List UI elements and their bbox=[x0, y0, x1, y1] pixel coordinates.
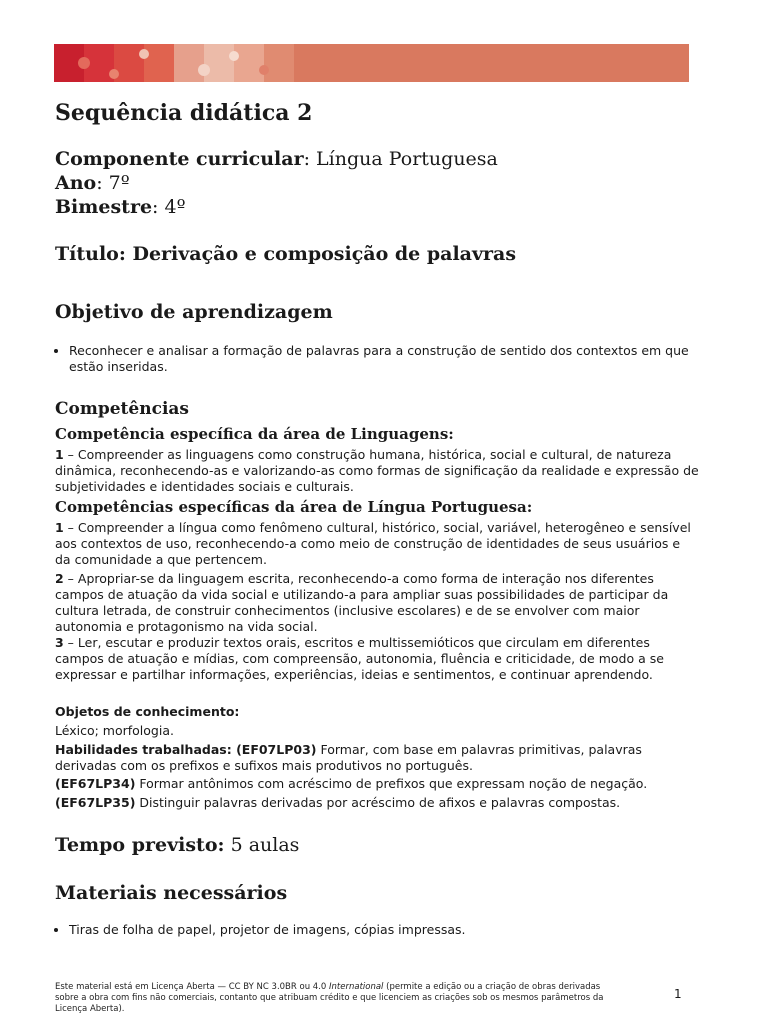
tempo-value: 5 aulas bbox=[224, 834, 300, 856]
item-number: 3 bbox=[55, 635, 64, 650]
habilidade-text: Formar antônimos com acréscimo de prefixos que expressam noção de negação. bbox=[135, 776, 648, 791]
page-title: Sequência didática 2 bbox=[55, 100, 313, 126]
materiais-list bbox=[55, 922, 709, 938]
item-text: – Apropriar-se da linguagem escrita, reconhecendo-a como forma de interação nos diferentes campos de atuação da vida social e utilizando-a para ampliar suas possibilidades de participar da cultura letrada, de construir conhecimentos (inclusive escolares) e de se envolver com maior autonomia e protagonismo na vida social. bbox=[55, 571, 669, 634]
footer-text: Este material está em Licença Aberta — CC BY NC 3.0BR ou 4.0 bbox=[55, 982, 330, 992]
lp-competencia-1 bbox=[55, 520, 695, 568]
habilidade-text: Formar, com base em palavras primitivas, palavras derivadas com os prefixos e sufixos mais produtivos no português. bbox=[55, 742, 642, 773]
objetos-heading: Objetos de conhecimento: bbox=[55, 704, 240, 719]
objetivo-heading: Objetivo de aprendizagem bbox=[55, 301, 333, 323]
lp-competencia-2 bbox=[55, 571, 685, 635]
item-number: 2 bbox=[55, 571, 64, 586]
list-item: • Reconhecer e analisar a formação de palavras para a construção de sentido dos contextos em que estão inseridas. bbox=[69, 343, 709, 375]
habilidades-label: Habilidades trabalhadas bbox=[55, 742, 227, 757]
objetos-text: Léxico; morfologia. bbox=[55, 723, 174, 738]
tempo-label: Tempo previsto: bbox=[55, 834, 225, 856]
footer-text-cont: (permite a edição ou a criação de obras derivadas sobre a obra com fins não comerciais, contanto que atribuam crédito e que licenciem as criações sob os mesmos parâmetros da Licença Aberta). bbox=[55, 982, 604, 1014]
habilidade-2 bbox=[55, 776, 705, 792]
list-item: • Tiras de folha de papel, projetor de imagens, cópias impressas. bbox=[69, 922, 709, 938]
footer-italic: International bbox=[329, 982, 384, 992]
bimestre-value: : 4º bbox=[152, 196, 186, 218]
puzzle-pieces-icon bbox=[54, 44, 689, 82]
lp-competencia-3 bbox=[55, 635, 700, 683]
license-footer bbox=[55, 982, 625, 1015]
tempo-previsto bbox=[55, 834, 299, 856]
item-text: – Compreender as linguagens como construção humana, histórica, social e cultural, de natureza dinâmica, reconhecendo-as e valorizando-as como formas de significação da realidade e expressão de subjetividades e identidades sociais e culturais. bbox=[55, 447, 699, 494]
lesson-title: Título: Derivação e composição de palavras bbox=[55, 243, 517, 265]
item-number: 1 bbox=[55, 520, 64, 535]
ano-value: : 7º bbox=[96, 172, 130, 194]
item-number: 1 bbox=[55, 447, 64, 462]
header-banner bbox=[54, 44, 689, 82]
materiais-heading: Materiais necessários bbox=[55, 882, 288, 904]
habilidade-code: (EF67LP34) bbox=[55, 776, 136, 791]
competencias-heading: Competências bbox=[55, 399, 189, 419]
habilidade-1: Habilidades trabalhadas: (EF07LP03) Formar, com base em palavras primitivas, palavras derivadas com os prefixos e sufixos mais produtivos no português. bbox=[55, 742, 642, 773]
meta-block bbox=[55, 147, 498, 219]
habilidade-3 bbox=[55, 795, 705, 811]
componente-value: : Língua Portuguesa bbox=[303, 148, 498, 170]
componente-label: Componente curricular bbox=[55, 148, 304, 170]
item-text: – Ler, escutar e produzir textos orais, escritos e multissemióticos que circulam em diferentes campos de atuação e mídias, com compreensão, autonomia, fluência e criticidade, de modo a se expressar e partilhar informações, experiências, ideias e sentimentos, e continuar aprendendo. bbox=[55, 635, 664, 682]
page-number: 1 bbox=[674, 987, 682, 1001]
area-competencia bbox=[55, 447, 705, 495]
habilidade-text: Distinguir palavras derivadas por acréscimo de afixos e palavras compostas. bbox=[135, 795, 621, 810]
objetivo-list bbox=[55, 343, 709, 375]
ano-label: Ano bbox=[55, 172, 97, 194]
habilidade-code: (EF67LP35) bbox=[55, 795, 136, 810]
bimestre-label: Bimestre bbox=[55, 196, 153, 218]
lp-heading: Competências específicas da área de Língua Portuguesa: bbox=[55, 498, 533, 516]
item-text: – Compreender a língua como fenômeno cultural, histórico, social, variável, heterogêneo e sensível aos contextos de uso, reconhecendo-a como meio de construção de identidades de seus usuários e da comunidade a que pertencem. bbox=[55, 520, 691, 567]
area-heading: Competência específica da área de Linguagens: bbox=[55, 425, 454, 443]
habilidade-code: (EF07LP03) bbox=[236, 742, 317, 757]
